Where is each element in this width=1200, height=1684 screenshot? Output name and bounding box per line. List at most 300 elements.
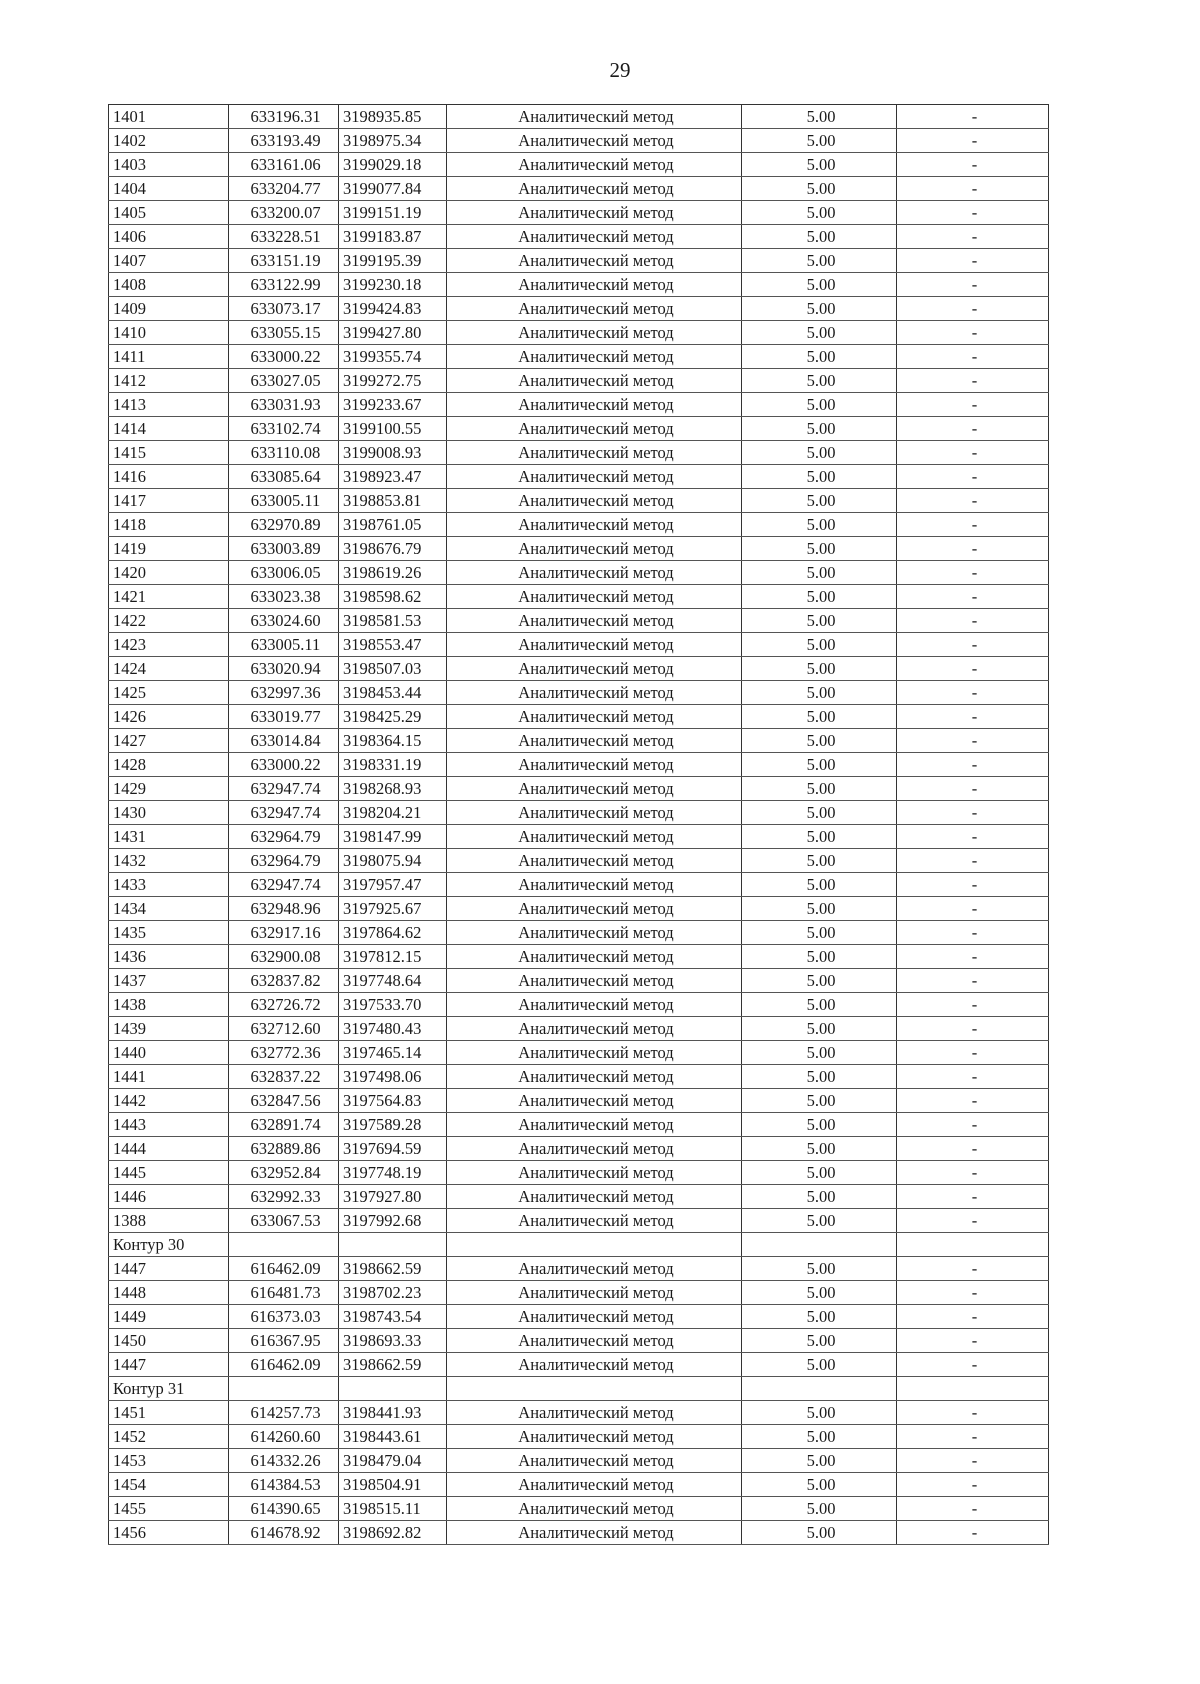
point-number-cell: 1443 (109, 1113, 229, 1137)
method-cell: Аналитический метод (447, 201, 742, 225)
point-number-cell: 1435 (109, 921, 229, 945)
method-cell: Аналитический метод (447, 825, 742, 849)
x-coordinate-cell: 632889.86 (229, 1137, 339, 1161)
accuracy-cell: 5.00 (742, 945, 897, 969)
accuracy-cell (742, 1377, 897, 1401)
point-number-cell: 1417 (109, 489, 229, 513)
point-number-cell: 1436 (109, 945, 229, 969)
point-number-cell: 1418 (109, 513, 229, 537)
table-row (109, 1449, 1049, 1473)
point-number-cell: 1408 (109, 273, 229, 297)
x-coordinate-cell: 633102.74 (229, 417, 339, 441)
method-cell: Аналитический метод (447, 705, 742, 729)
accuracy-cell: 5.00 (742, 1113, 897, 1137)
x-coordinate-cell: 633122.99 (229, 273, 339, 297)
x-coordinate-cell: 616462.09 (229, 1257, 339, 1281)
point-number-cell: 1442 (109, 1089, 229, 1113)
x-coordinate-cell: 633003.89 (229, 537, 339, 561)
accuracy-cell: 5.00 (742, 849, 897, 873)
y-coordinate-cell: 3198743.54 (339, 1305, 447, 1329)
y-coordinate-cell: 3197564.83 (339, 1089, 447, 1113)
table-row (109, 1041, 1049, 1065)
note-cell: - (897, 1473, 1049, 1497)
x-coordinate-cell: 633200.07 (229, 201, 339, 225)
accuracy-cell: 5.00 (742, 345, 897, 369)
table-row (109, 465, 1049, 489)
point-number-cell: 1451 (109, 1401, 229, 1425)
y-coordinate-cell: 3197533.70 (339, 993, 447, 1017)
accuracy-cell: 5.00 (742, 777, 897, 801)
table-row (109, 537, 1049, 561)
note-cell: - (897, 633, 1049, 657)
method-cell (447, 1233, 742, 1257)
table-row (109, 201, 1049, 225)
x-coordinate-cell: 633196.31 (229, 105, 339, 129)
y-coordinate-cell: 3199029.18 (339, 153, 447, 177)
method-cell: Аналитический метод (447, 1137, 742, 1161)
table-row (109, 873, 1049, 897)
point-number-cell: 1388 (109, 1209, 229, 1233)
method-cell: Аналитический метод (447, 1257, 742, 1281)
method-cell: Аналитический метод (447, 273, 742, 297)
method-cell: Аналитический метод (447, 417, 742, 441)
point-number-cell: 1434 (109, 897, 229, 921)
accuracy-cell: 5.00 (742, 393, 897, 417)
note-cell: - (897, 1113, 1049, 1137)
note-cell: - (897, 537, 1049, 561)
y-coordinate-cell: 3197864.62 (339, 921, 447, 945)
y-coordinate-cell: 3198693.33 (339, 1329, 447, 1353)
table-row (109, 225, 1049, 249)
y-coordinate-cell: 3199077.84 (339, 177, 447, 201)
accuracy-cell: 5.00 (742, 1065, 897, 1089)
note-cell: - (897, 273, 1049, 297)
method-cell: Аналитический метод (447, 393, 742, 417)
x-coordinate-cell: 632837.82 (229, 969, 339, 993)
y-coordinate-cell: 3198515.11 (339, 1497, 447, 1521)
point-number-cell: 1407 (109, 249, 229, 273)
accuracy-cell: 5.00 (742, 1257, 897, 1281)
note-cell: - (897, 681, 1049, 705)
y-coordinate-cell: 3198581.53 (339, 609, 447, 633)
y-coordinate-cell: 3198479.04 (339, 1449, 447, 1473)
point-number-cell: 1405 (109, 201, 229, 225)
note-cell: - (897, 1305, 1049, 1329)
table-row (109, 489, 1049, 513)
method-cell: Аналитический метод (447, 561, 742, 585)
point-number-cell: 1432 (109, 849, 229, 873)
accuracy-cell: 5.00 (742, 297, 897, 321)
point-number-cell: 1453 (109, 1449, 229, 1473)
table-row (109, 1185, 1049, 1209)
method-cell: Аналитический метод (447, 945, 742, 969)
x-coordinate-cell: 632891.74 (229, 1113, 339, 1137)
accuracy-cell: 5.00 (742, 1041, 897, 1065)
x-coordinate-cell: 633000.22 (229, 345, 339, 369)
y-coordinate-cell: 3199427.80 (339, 321, 447, 345)
accuracy-cell: 5.00 (742, 681, 897, 705)
table-row (109, 753, 1049, 777)
point-number-cell: 1455 (109, 1497, 229, 1521)
x-coordinate-cell: 632947.74 (229, 873, 339, 897)
x-coordinate-cell: 614384.53 (229, 1473, 339, 1497)
x-coordinate-cell: 632948.96 (229, 897, 339, 921)
y-coordinate-cell: 3198504.91 (339, 1473, 447, 1497)
note-cell: - (897, 441, 1049, 465)
point-number-cell: 1403 (109, 153, 229, 177)
x-coordinate-cell: 633055.15 (229, 321, 339, 345)
table-row (109, 921, 1049, 945)
x-coordinate-cell: 633005.11 (229, 633, 339, 657)
accuracy-cell: 5.00 (742, 465, 897, 489)
x-coordinate-cell: 633006.05 (229, 561, 339, 585)
note-cell: - (897, 729, 1049, 753)
accuracy-cell: 5.00 (742, 129, 897, 153)
point-number-cell: 1420 (109, 561, 229, 585)
x-coordinate-cell: 633000.22 (229, 753, 339, 777)
point-number-cell: 1414 (109, 417, 229, 441)
y-coordinate-cell: 3198853.81 (339, 489, 447, 513)
x-coordinate-cell: 633151.19 (229, 249, 339, 273)
accuracy-cell: 5.00 (742, 1449, 897, 1473)
point-number-cell: 1409 (109, 297, 229, 321)
point-number-cell: 1426 (109, 705, 229, 729)
contour-header-row (109, 1377, 1049, 1401)
note-cell: - (897, 1521, 1049, 1545)
x-coordinate-cell: 633085.64 (229, 465, 339, 489)
accuracy-cell: 5.00 (742, 729, 897, 753)
method-cell: Аналитический метод (447, 1353, 742, 1377)
table-row (109, 1353, 1049, 1377)
accuracy-cell: 5.00 (742, 417, 897, 441)
note-cell: - (897, 1425, 1049, 1449)
method-cell: Аналитический метод (447, 537, 742, 561)
x-coordinate-cell: 632992.33 (229, 1185, 339, 1209)
y-coordinate-cell: 3198425.29 (339, 705, 447, 729)
table-row (109, 1521, 1049, 1545)
y-coordinate-cell: 3197927.80 (339, 1185, 447, 1209)
accuracy-cell: 5.00 (742, 1353, 897, 1377)
note-cell: - (897, 1449, 1049, 1473)
y-coordinate-cell (339, 1377, 447, 1401)
method-cell: Аналитический метод (447, 153, 742, 177)
point-number-cell: 1427 (109, 729, 229, 753)
y-coordinate-cell: 3198598.62 (339, 585, 447, 609)
method-cell: Аналитический метод (447, 681, 742, 705)
x-coordinate-cell: 633031.93 (229, 393, 339, 417)
y-coordinate-cell: 3198204.21 (339, 801, 447, 825)
y-coordinate-cell: 3199151.19 (339, 201, 447, 225)
method-cell: Аналитический метод (447, 1113, 742, 1137)
accuracy-cell: 5.00 (742, 225, 897, 249)
method-cell: Аналитический метод (447, 1473, 742, 1497)
method-cell: Аналитический метод (447, 1305, 742, 1329)
y-coordinate-cell: 3197748.64 (339, 969, 447, 993)
method-cell: Аналитический метод (447, 729, 742, 753)
method-cell: Аналитический метод (447, 1449, 742, 1473)
x-coordinate-cell: 614332.26 (229, 1449, 339, 1473)
x-coordinate-cell: 632964.79 (229, 825, 339, 849)
table-row (109, 249, 1049, 273)
point-number-cell: 1454 (109, 1473, 229, 1497)
y-coordinate-cell: 3199195.39 (339, 249, 447, 273)
y-coordinate-cell: 3198075.94 (339, 849, 447, 873)
x-coordinate-cell (229, 1233, 339, 1257)
accuracy-cell: 5.00 (742, 249, 897, 273)
accuracy-cell: 5.00 (742, 441, 897, 465)
accuracy-cell: 5.00 (742, 1017, 897, 1041)
x-coordinate-cell: 616373.03 (229, 1305, 339, 1329)
point-number-cell: 1433 (109, 873, 229, 897)
x-coordinate-cell: 614257.73 (229, 1401, 339, 1425)
point-number-cell: 1425 (109, 681, 229, 705)
table-row (109, 945, 1049, 969)
x-coordinate-cell: 614678.92 (229, 1521, 339, 1545)
note-cell: - (897, 801, 1049, 825)
method-cell: Аналитический метод (447, 1185, 742, 1209)
note-cell: - (897, 897, 1049, 921)
table-row (109, 1281, 1049, 1305)
method-cell: Аналитический метод (447, 1089, 742, 1113)
point-number-cell: 1456 (109, 1521, 229, 1545)
accuracy-cell: 5.00 (742, 369, 897, 393)
table-row (109, 969, 1049, 993)
accuracy-cell: 5.00 (742, 1185, 897, 1209)
note-cell: - (897, 1329, 1049, 1353)
x-coordinate-cell: 633014.84 (229, 729, 339, 753)
note-cell: - (897, 561, 1049, 585)
method-cell: Аналитический метод (447, 321, 742, 345)
y-coordinate-cell: 3197748.19 (339, 1161, 447, 1185)
x-coordinate-cell: 633027.05 (229, 369, 339, 393)
note-cell: - (897, 465, 1049, 489)
table-row (109, 729, 1049, 753)
point-number-cell: 1404 (109, 177, 229, 201)
method-cell: Аналитический метод (447, 369, 742, 393)
x-coordinate-cell: 633110.08 (229, 441, 339, 465)
x-coordinate-cell: 632947.74 (229, 777, 339, 801)
accuracy-cell: 5.00 (742, 105, 897, 129)
table-row (109, 1497, 1049, 1521)
x-coordinate-cell: 633204.77 (229, 177, 339, 201)
table-row (109, 561, 1049, 585)
table-row (109, 777, 1049, 801)
point-number-cell: 1413 (109, 393, 229, 417)
table-row (109, 1425, 1049, 1449)
point-number-cell: 1446 (109, 1185, 229, 1209)
y-coordinate-cell: 3199272.75 (339, 369, 447, 393)
accuracy-cell: 5.00 (742, 1137, 897, 1161)
method-cell (447, 1377, 742, 1401)
note-cell: - (897, 177, 1049, 201)
note-cell: - (897, 321, 1049, 345)
y-coordinate-cell: 3198761.05 (339, 513, 447, 537)
note-cell: - (897, 1041, 1049, 1065)
y-coordinate-cell: 3199183.87 (339, 225, 447, 249)
y-coordinate-cell: 3198702.23 (339, 1281, 447, 1305)
note-cell: - (897, 393, 1049, 417)
contour-label: Контур 31 (109, 1377, 229, 1401)
method-cell: Аналитический метод (447, 921, 742, 945)
table-row (109, 177, 1049, 201)
x-coordinate-cell: 632970.89 (229, 513, 339, 537)
method-cell: Аналитический метод (447, 1041, 742, 1065)
point-number-cell: 1412 (109, 369, 229, 393)
y-coordinate-cell: 3198441.93 (339, 1401, 447, 1425)
table-row (109, 1113, 1049, 1137)
point-number-cell: 1410 (109, 321, 229, 345)
note-cell: - (897, 1353, 1049, 1377)
note-cell: - (897, 153, 1049, 177)
y-coordinate-cell: 3198553.47 (339, 633, 447, 657)
accuracy-cell: 5.00 (742, 657, 897, 681)
note-cell: - (897, 1209, 1049, 1233)
point-number-cell: 1448 (109, 1281, 229, 1305)
method-cell: Аналитический метод (447, 1497, 742, 1521)
note-cell: - (897, 825, 1049, 849)
contour-label: Контур 30 (109, 1233, 229, 1257)
note-cell: - (897, 1257, 1049, 1281)
accuracy-cell: 5.00 (742, 321, 897, 345)
accuracy-cell: 5.00 (742, 753, 897, 777)
table-row (109, 129, 1049, 153)
note-cell: - (897, 1161, 1049, 1185)
y-coordinate-cell: 3199424.83 (339, 297, 447, 321)
accuracy-cell: 5.00 (742, 489, 897, 513)
method-cell: Аналитический метод (447, 1161, 742, 1185)
accuracy-cell: 5.00 (742, 633, 897, 657)
point-number-cell: 1419 (109, 537, 229, 561)
method-cell: Аналитический метод (447, 513, 742, 537)
note-cell: - (897, 849, 1049, 873)
method-cell: Аналитический метод (447, 993, 742, 1017)
table-row (109, 681, 1049, 705)
x-coordinate-cell: 632772.36 (229, 1041, 339, 1065)
table-row (109, 705, 1049, 729)
y-coordinate-cell: 3198935.85 (339, 105, 447, 129)
table-row (109, 993, 1049, 1017)
accuracy-cell: 5.00 (742, 1089, 897, 1113)
accuracy-cell: 5.00 (742, 1329, 897, 1353)
point-number-cell: 1450 (109, 1329, 229, 1353)
note-cell: - (897, 105, 1049, 129)
y-coordinate-cell: 3198443.61 (339, 1425, 447, 1449)
method-cell: Аналитический метод (447, 897, 742, 921)
x-coordinate-cell: 633005.11 (229, 489, 339, 513)
method-cell: Аналитический метод (447, 225, 742, 249)
method-cell: Аналитический метод (447, 777, 742, 801)
y-coordinate-cell: 3197498.06 (339, 1065, 447, 1089)
table-row (109, 441, 1049, 465)
method-cell: Аналитический метод (447, 657, 742, 681)
note-cell: - (897, 657, 1049, 681)
x-coordinate-cell: 633023.38 (229, 585, 339, 609)
point-number-cell: 1452 (109, 1425, 229, 1449)
note-cell: - (897, 1137, 1049, 1161)
accuracy-cell: 5.00 (742, 705, 897, 729)
y-coordinate-cell (339, 1233, 447, 1257)
x-coordinate-cell: 632964.79 (229, 849, 339, 873)
method-cell: Аналитический метод (447, 849, 742, 873)
accuracy-cell: 5.00 (742, 1305, 897, 1329)
point-number-cell: 1429 (109, 777, 229, 801)
x-coordinate-cell: 633193.49 (229, 129, 339, 153)
y-coordinate-cell: 3197480.43 (339, 1017, 447, 1041)
accuracy-cell: 5.00 (742, 897, 897, 921)
table-row (109, 1401, 1049, 1425)
accuracy-cell: 5.00 (742, 177, 897, 201)
y-coordinate-cell: 3198662.59 (339, 1353, 447, 1377)
x-coordinate-cell: 633067.53 (229, 1209, 339, 1233)
table-row (109, 345, 1049, 369)
accuracy-cell: 5.00 (742, 1281, 897, 1305)
note-cell: - (897, 297, 1049, 321)
y-coordinate-cell: 3198453.44 (339, 681, 447, 705)
table-row (109, 585, 1049, 609)
y-coordinate-cell: 3198268.93 (339, 777, 447, 801)
x-coordinate-cell: 616462.09 (229, 1353, 339, 1377)
accuracy-cell: 5.00 (742, 969, 897, 993)
accuracy-cell: 5.00 (742, 801, 897, 825)
point-number-cell: 1424 (109, 657, 229, 681)
note-cell: - (897, 993, 1049, 1017)
note-cell: - (897, 1017, 1049, 1041)
method-cell: Аналитический метод (447, 297, 742, 321)
note-cell: - (897, 609, 1049, 633)
point-number-cell: 1440 (109, 1041, 229, 1065)
method-cell: Аналитический метод (447, 129, 742, 153)
table-row (109, 513, 1049, 537)
table-row (109, 1137, 1049, 1161)
table-row (109, 1257, 1049, 1281)
y-coordinate-cell: 3199355.74 (339, 345, 447, 369)
x-coordinate-cell: 632997.36 (229, 681, 339, 705)
point-number-cell: 1444 (109, 1137, 229, 1161)
method-cell: Аналитический метод (447, 585, 742, 609)
table-row (109, 1209, 1049, 1233)
table-row (109, 849, 1049, 873)
x-coordinate-cell: 616481.73 (229, 1281, 339, 1305)
table-row (109, 273, 1049, 297)
y-coordinate-cell: 3199100.55 (339, 417, 447, 441)
method-cell: Аналитический метод (447, 1281, 742, 1305)
method-cell: Аналитический метод (447, 753, 742, 777)
x-coordinate-cell: 633073.17 (229, 297, 339, 321)
method-cell: Аналитический метод (447, 1209, 742, 1233)
table-row (109, 1161, 1049, 1185)
note-cell: - (897, 489, 1049, 513)
point-number-cell: 1422 (109, 609, 229, 633)
x-coordinate-cell: 616367.95 (229, 1329, 339, 1353)
y-coordinate-cell: 3197957.47 (339, 873, 447, 897)
note-cell: - (897, 249, 1049, 273)
note-cell: - (897, 1281, 1049, 1305)
method-cell: Аналитический метод (447, 969, 742, 993)
note-cell: - (897, 369, 1049, 393)
y-coordinate-cell: 3197465.14 (339, 1041, 447, 1065)
table-row (109, 321, 1049, 345)
y-coordinate-cell: 3198507.03 (339, 657, 447, 681)
note-cell: - (897, 417, 1049, 441)
method-cell: Аналитический метод (447, 1017, 742, 1041)
method-cell: Аналитический метод (447, 177, 742, 201)
point-number-cell: 1423 (109, 633, 229, 657)
point-number-cell: 1406 (109, 225, 229, 249)
y-coordinate-cell: 3198364.15 (339, 729, 447, 753)
y-coordinate-cell: 3198619.26 (339, 561, 447, 585)
x-coordinate-cell: 632837.22 (229, 1065, 339, 1089)
contour-header-row (109, 1233, 1049, 1257)
